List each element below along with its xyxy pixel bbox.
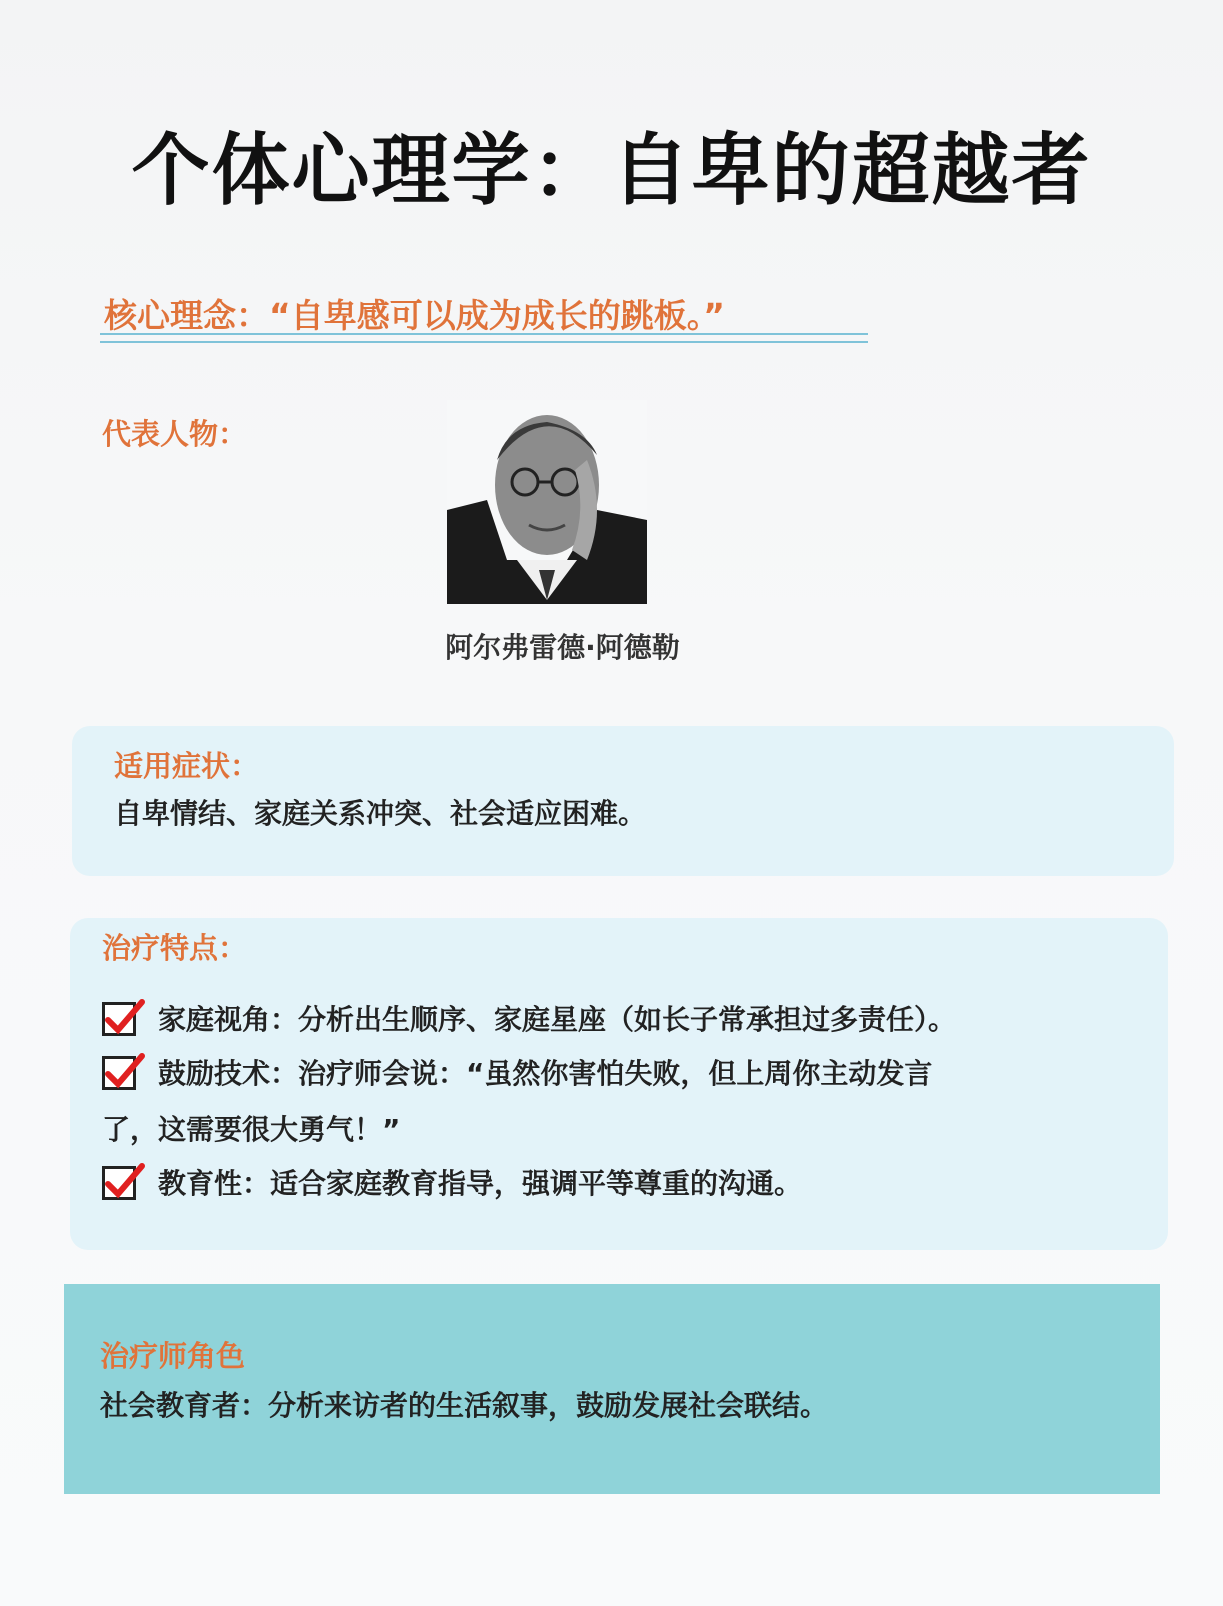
page-title: 个体心理学：自卑的超越者 xyxy=(131,126,1092,216)
treatment-label: 治疗特点： xyxy=(102,931,248,965)
checkbox-checked-icon xyxy=(102,1052,142,1092)
therapist-role-card xyxy=(64,1284,1160,1494)
portrait-image xyxy=(447,400,647,604)
therapist-role-label: 治疗师角色 xyxy=(100,1339,246,1373)
symptoms-text: 自卑情结、家庭关系冲突、社会适应困难。 xyxy=(114,797,647,830)
symptoms-card xyxy=(72,726,1174,876)
checkbox-checked-icon xyxy=(102,998,142,1038)
therapist-role-text: 社会教育者：分析来访者的生活叙事，鼓励发展社会联结。 xyxy=(100,1389,829,1422)
representative-label: 代表人物： xyxy=(102,417,248,451)
core-idea: 核心理念：“自卑感可以成为成长的跳板。” xyxy=(104,296,725,335)
feature-item: 鼓励技术：治疗师会说：“虽然你害怕失败，但上周你主动发言 xyxy=(158,1057,933,1090)
core-underline xyxy=(100,333,868,343)
checkbox-checked-icon xyxy=(102,1162,142,1202)
feature-item: 教育性：适合家庭教育指导，强调平等尊重的沟通。 xyxy=(158,1167,803,1200)
symptoms-label: 适用症状： xyxy=(114,749,260,783)
feature-item: 家庭视角：分析出生顺序、家庭星座（如长子常承担过多责任）。 xyxy=(158,1003,957,1036)
portrait-name: 阿尔弗雷德·阿德勒 xyxy=(445,631,680,664)
feature-item-continuation: 了，这需要很大勇气！” xyxy=(102,1113,401,1146)
